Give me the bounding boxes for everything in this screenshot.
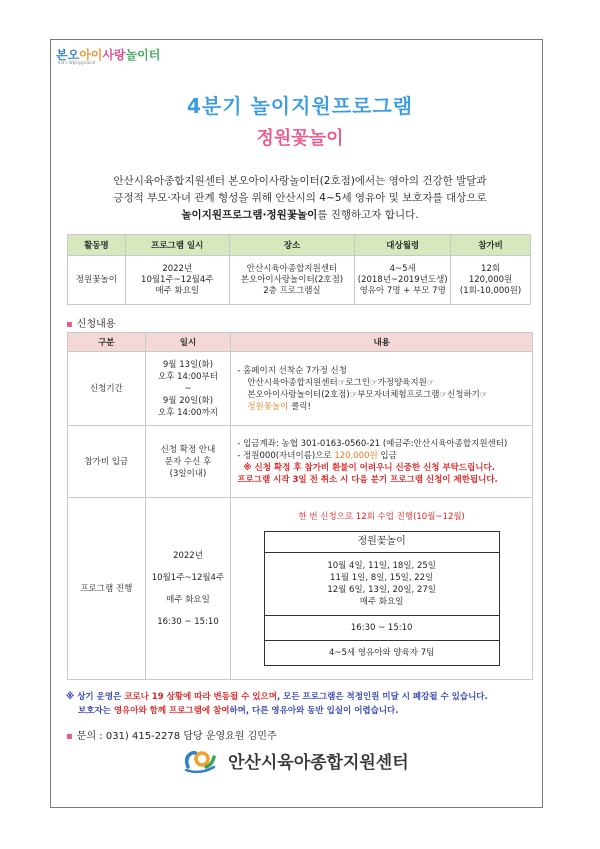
header-content: 내용 (231, 333, 533, 352)
header-target: 대상월령 (355, 235, 451, 256)
program-target: 4~5세 (2018년~2019년도생) 영유아 7명 + 부모 7명 (355, 256, 451, 305)
table-row (68, 352, 533, 426)
program-place: 안산시육아종합지원센터 본오아이사랑놀이터(2호점) 2층 프로그램실 (229, 256, 355, 305)
header-category: 구분 (68, 333, 146, 352)
apply-label: 신청기간 (68, 352, 146, 426)
inner-title: 정원꽃놀이 (264, 532, 499, 553)
center-logo-icon (182, 745, 218, 775)
activity-name: 정원꽃놀이 (68, 256, 126, 305)
header-schedule: 일시 (145, 333, 231, 352)
program-inner-table (264, 531, 500, 666)
logo-subtext: Kid's Wplayground (58, 60, 96, 65)
program-fee: 12회 120,000원 (1회-10,000원) (451, 256, 531, 305)
program-content: 한 번 신청으로 12회 수업 진행(10월~12월) 정원꽃놀이 10월 4일, 11일, 18일, 25일 11월 1일, 8일, 15일, 22일 12월 6일, 13일, 20일, 27일 매주 화요일 16:30 ~ 15:10 4~5세 영유아와 양육자 7팀 (231, 498, 533, 680)
payment-content: - 입금계좌: 농협 301-0163-0560-21 (예금주:안산시육아종합지원센터) - 정원000(자녀이름)으로 120,000원 입금 ※ 신청 확정 후 참가비 환불이 어려우니 신중한 신청 부탁드립니다. 프로그램 시작 3일 전 취소 시 다음 분기 프로그램 신청이 제한됩니다. (231, 426, 533, 498)
header-fee: 참가비 (451, 235, 531, 256)
program-schedule: 2022년 10월1주~12월4주 매주 화요일 16:30 ~ 15:10 (145, 498, 231, 680)
apply-content: - 홈페이지 선착순 7가정 신청 안산시육아종합지원센터☞로그인☞가정양육지원☞ 본오아이사랑놀이터(2호점)☞부모자녀체험프로그램☞신청하기☞ 정원꽃놀이 클릭! (231, 352, 533, 426)
notice-text: ※ 상기 운영은 코로나 19 상황에 따라 변동될 수 있으며, 모든 프로그램은 적정인원 미달 시 폐강될 수 있습니다. 보호자는 영유아와 함께 프로그램에 참여하며, 다른 영유아와 동반 입실이 어렵습니다. (66, 692, 488, 716)
bullet-icon: ▪ (66, 319, 73, 330)
logo: 본오아이사랑놀이터 (56, 48, 161, 62)
page-title: 4분기 놀이지원프로그램 (186, 94, 414, 118)
table-row (68, 498, 533, 680)
inner-people: 4~5세 영유아와 양육자 7팀 (264, 641, 499, 666)
table-row (68, 256, 531, 305)
summary-table (67, 234, 531, 305)
program-date: 2022년 10월1주~12월4주 매주 화요일 (125, 256, 229, 305)
payment-date: 신청 확정 안내 문자 수신 후 (3일이내) (145, 426, 231, 498)
header-activity: 활동명 (68, 235, 126, 256)
bullet-icon: ▪ (66, 731, 73, 742)
apply-date: 9월 13일(화) 오후 14:00부터 ~ 9월 20일(화) 오후 14:00까지 (145, 352, 231, 426)
section-title: ▪ 신청내용 (66, 319, 116, 330)
table-row (68, 426, 533, 498)
header-place: 장소 (229, 235, 355, 256)
center-name: 안산시육아종합지원센터 (228, 753, 409, 773)
inner-schedule: 10월 4일, 11일, 18일, 25일 11월 1일, 8일, 15일, 22일 12월 6일, 13일, 20일, 27일 매주 화요일 (264, 553, 499, 616)
contact-info: ▪ 문의 : 031) 415-2278 담당 운영요원 김민주 (66, 731, 277, 742)
payment-label: 참가비 입금 (68, 426, 146, 498)
program-label: 프로그램 진행 (68, 498, 146, 680)
intro-text: 안산시육아종합지원센터 본오아이사랑놀이터(2호점)에서는 영아의 건강한 발달과 긍정적 부모·자녀 관계 형성을 위해 안산시의 4~5세 영유아 및 보호자를 대상으로 놀이지원프로그램·정원꽃놀이를 진행하고자 합니다. (113, 175, 487, 221)
detail-table (67, 332, 533, 680)
inner-time: 16:30 ~ 15:10 (264, 616, 499, 641)
header-date: 프로그램 일시 (125, 235, 229, 256)
program-name: 정원꽃놀이 (256, 128, 344, 149)
